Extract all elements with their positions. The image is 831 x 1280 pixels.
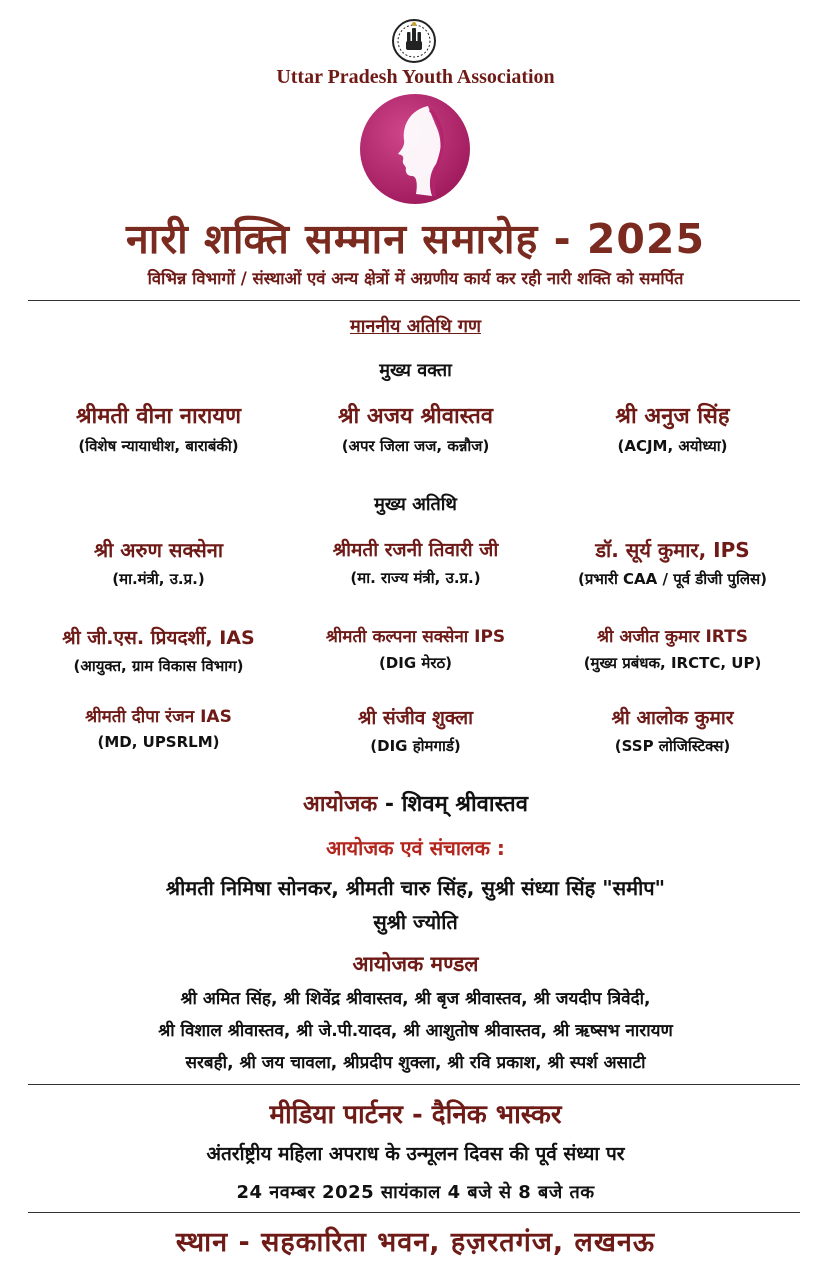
chief-guest-card [534, 624, 811, 673]
speaker-card [534, 400, 811, 456]
conveners-line: श्रीमती निमिषा सोनकर, श्रीमती चारु सिंह, सुश्री संध्या सिंह "समीप" [165, 876, 666, 900]
chief-guest-role: (SSP लोजिस्टिक्स) [614, 737, 731, 755]
event-title: नारी शक्ति सम्मान समारोह - 2025 [126, 215, 705, 263]
chief-guest-card [20, 624, 297, 676]
chief-guests-label: मुख्य अतिथि [374, 494, 457, 515]
occasion-text: अंतर्राष्ट्रीय महिला अपराध के उन्मूलन दिवस की पूर्व संध्या पर [206, 1143, 625, 1165]
chief-guest-card [20, 704, 297, 751]
woman-profile-logo-icon [358, 92, 472, 206]
chief-guest-name: श्रीमती रजनी तिवारी जी [332, 539, 499, 561]
event-subtitle: विभिन्न विभागों / संस्थाओं एवं अन्य क्षेत्रों में अग्रणीय कार्य कर रही नारी शक्ति को समर्पित [147, 269, 684, 288]
organization-name: Uttar Pradesh Youth Association [276, 66, 555, 88]
chief-guest-card [277, 624, 554, 673]
chief-guest-name: श्री अरुण सक्सेना [93, 538, 224, 562]
chief-guest-role: (मा.मंत्री, उ.प्र.) [112, 570, 205, 588]
organizer-line [0, 788, 831, 818]
chief-guest-name: श्री आलोक कुमार [611, 707, 734, 729]
chief-guest-role: (DIG होमगार्ड) [370, 737, 461, 755]
speakers-label: मुख्य वक्ता [379, 360, 452, 381]
speaker-name: श्री अनुज सिंह [615, 404, 730, 429]
chief-guest-role: (MD, UPSRLM) [97, 733, 220, 751]
chief-guest-name: श्री संजीव शुक्ला [357, 707, 474, 729]
event-datetime: 24 नवम्बर 2025 सायंकाल 4 बजे से 8 बजे तक [236, 1182, 595, 1203]
speaker-name: श्रीमती वीना नारायण [75, 404, 242, 429]
media-partner: मीडिया पार्टनर - दैनिक भास्कर [269, 1100, 562, 1130]
speaker-role: (ACJM, अयोध्या) [617, 437, 728, 455]
committee-heading: आयोजक मण्डल [352, 952, 479, 976]
chief-guest-name: श्रीमती कल्पना सक्सेना IPS [325, 627, 506, 647]
chief-guest-card [534, 536, 811, 589]
guests-heading: माननीय अतिथि गण [349, 316, 482, 337]
conveners-heading: आयोजक एवं संचालक : [326, 836, 505, 860]
divider [28, 1212, 800, 1213]
organizer-separator: - [384, 792, 395, 817]
committee-line: श्री अमित सिंह, श्री शिवेंद्र श्रीवास्तव, श्री बृज श्रीवास्तव, श्री जयदीप त्रिवेदी, [180, 989, 651, 1009]
organizer-name: शिवम् श्रीवास्तव [401, 792, 528, 817]
youth-emblem-icon [391, 18, 437, 64]
speaker-role: (अपर जिला जज, कन्नौज) [341, 437, 490, 455]
speaker-name: श्री अजय श्रीवास्तव [337, 404, 494, 429]
organizer-label: आयोजक [303, 792, 378, 817]
chief-guest-name: श्रीमती दीपा रंजन IAS [85, 707, 232, 727]
chief-guest-name: डॉ. सूर्य कुमार, IPS [595, 538, 750, 562]
chief-guest-card [534, 704, 811, 756]
event-venue: स्थान - सहकारिता भवन, हज़रतगंज, लखनऊ [175, 1227, 656, 1258]
divider [28, 300, 800, 301]
chief-guest-card [20, 536, 297, 589]
committee-line: सरबही, श्री जय चावला, श्रीप्रदीप शुक्ला, श्री रवि प्रकाश, श्री स्पर्श असाटी [185, 1053, 646, 1073]
divider [28, 1084, 800, 1085]
conveners-line: सुश्री ज्योति [373, 910, 458, 934]
chief-guest-name: श्री जी.एस. प्रियदर्शी, IAS [62, 627, 255, 649]
chief-guest-role: (प्रभारी CAA / पूर्व डीजी पुलिस) [577, 570, 767, 588]
chief-guest-card [277, 536, 554, 588]
chief-guest-role: (मा. राज्य मंत्री, उ.प्र.) [350, 569, 481, 587]
speaker-role: (विशेष न्यायाधीश, बाराबंकी) [78, 437, 239, 455]
speaker-card [20, 400, 297, 456]
chief-guest-name: श्री अजीत कुमार IRTS [597, 627, 748, 647]
chief-guest-card [277, 704, 554, 756]
committee-line: श्री विशाल श्रीवास्तव, श्री जे.पी.यादव, श्री आशुतोष श्रीवास्तव, श्री ऋष्सभ नारायण [158, 1021, 673, 1041]
chief-guest-role: (DIG मेरठ) [378, 654, 453, 672]
chief-guest-role: (मुख्य प्रबंधक, IRCTC, UP) [583, 654, 762, 672]
chief-guest-role: (आयुक्त, ग्राम विकास विभाग) [73, 657, 244, 675]
speaker-card [277, 400, 554, 456]
